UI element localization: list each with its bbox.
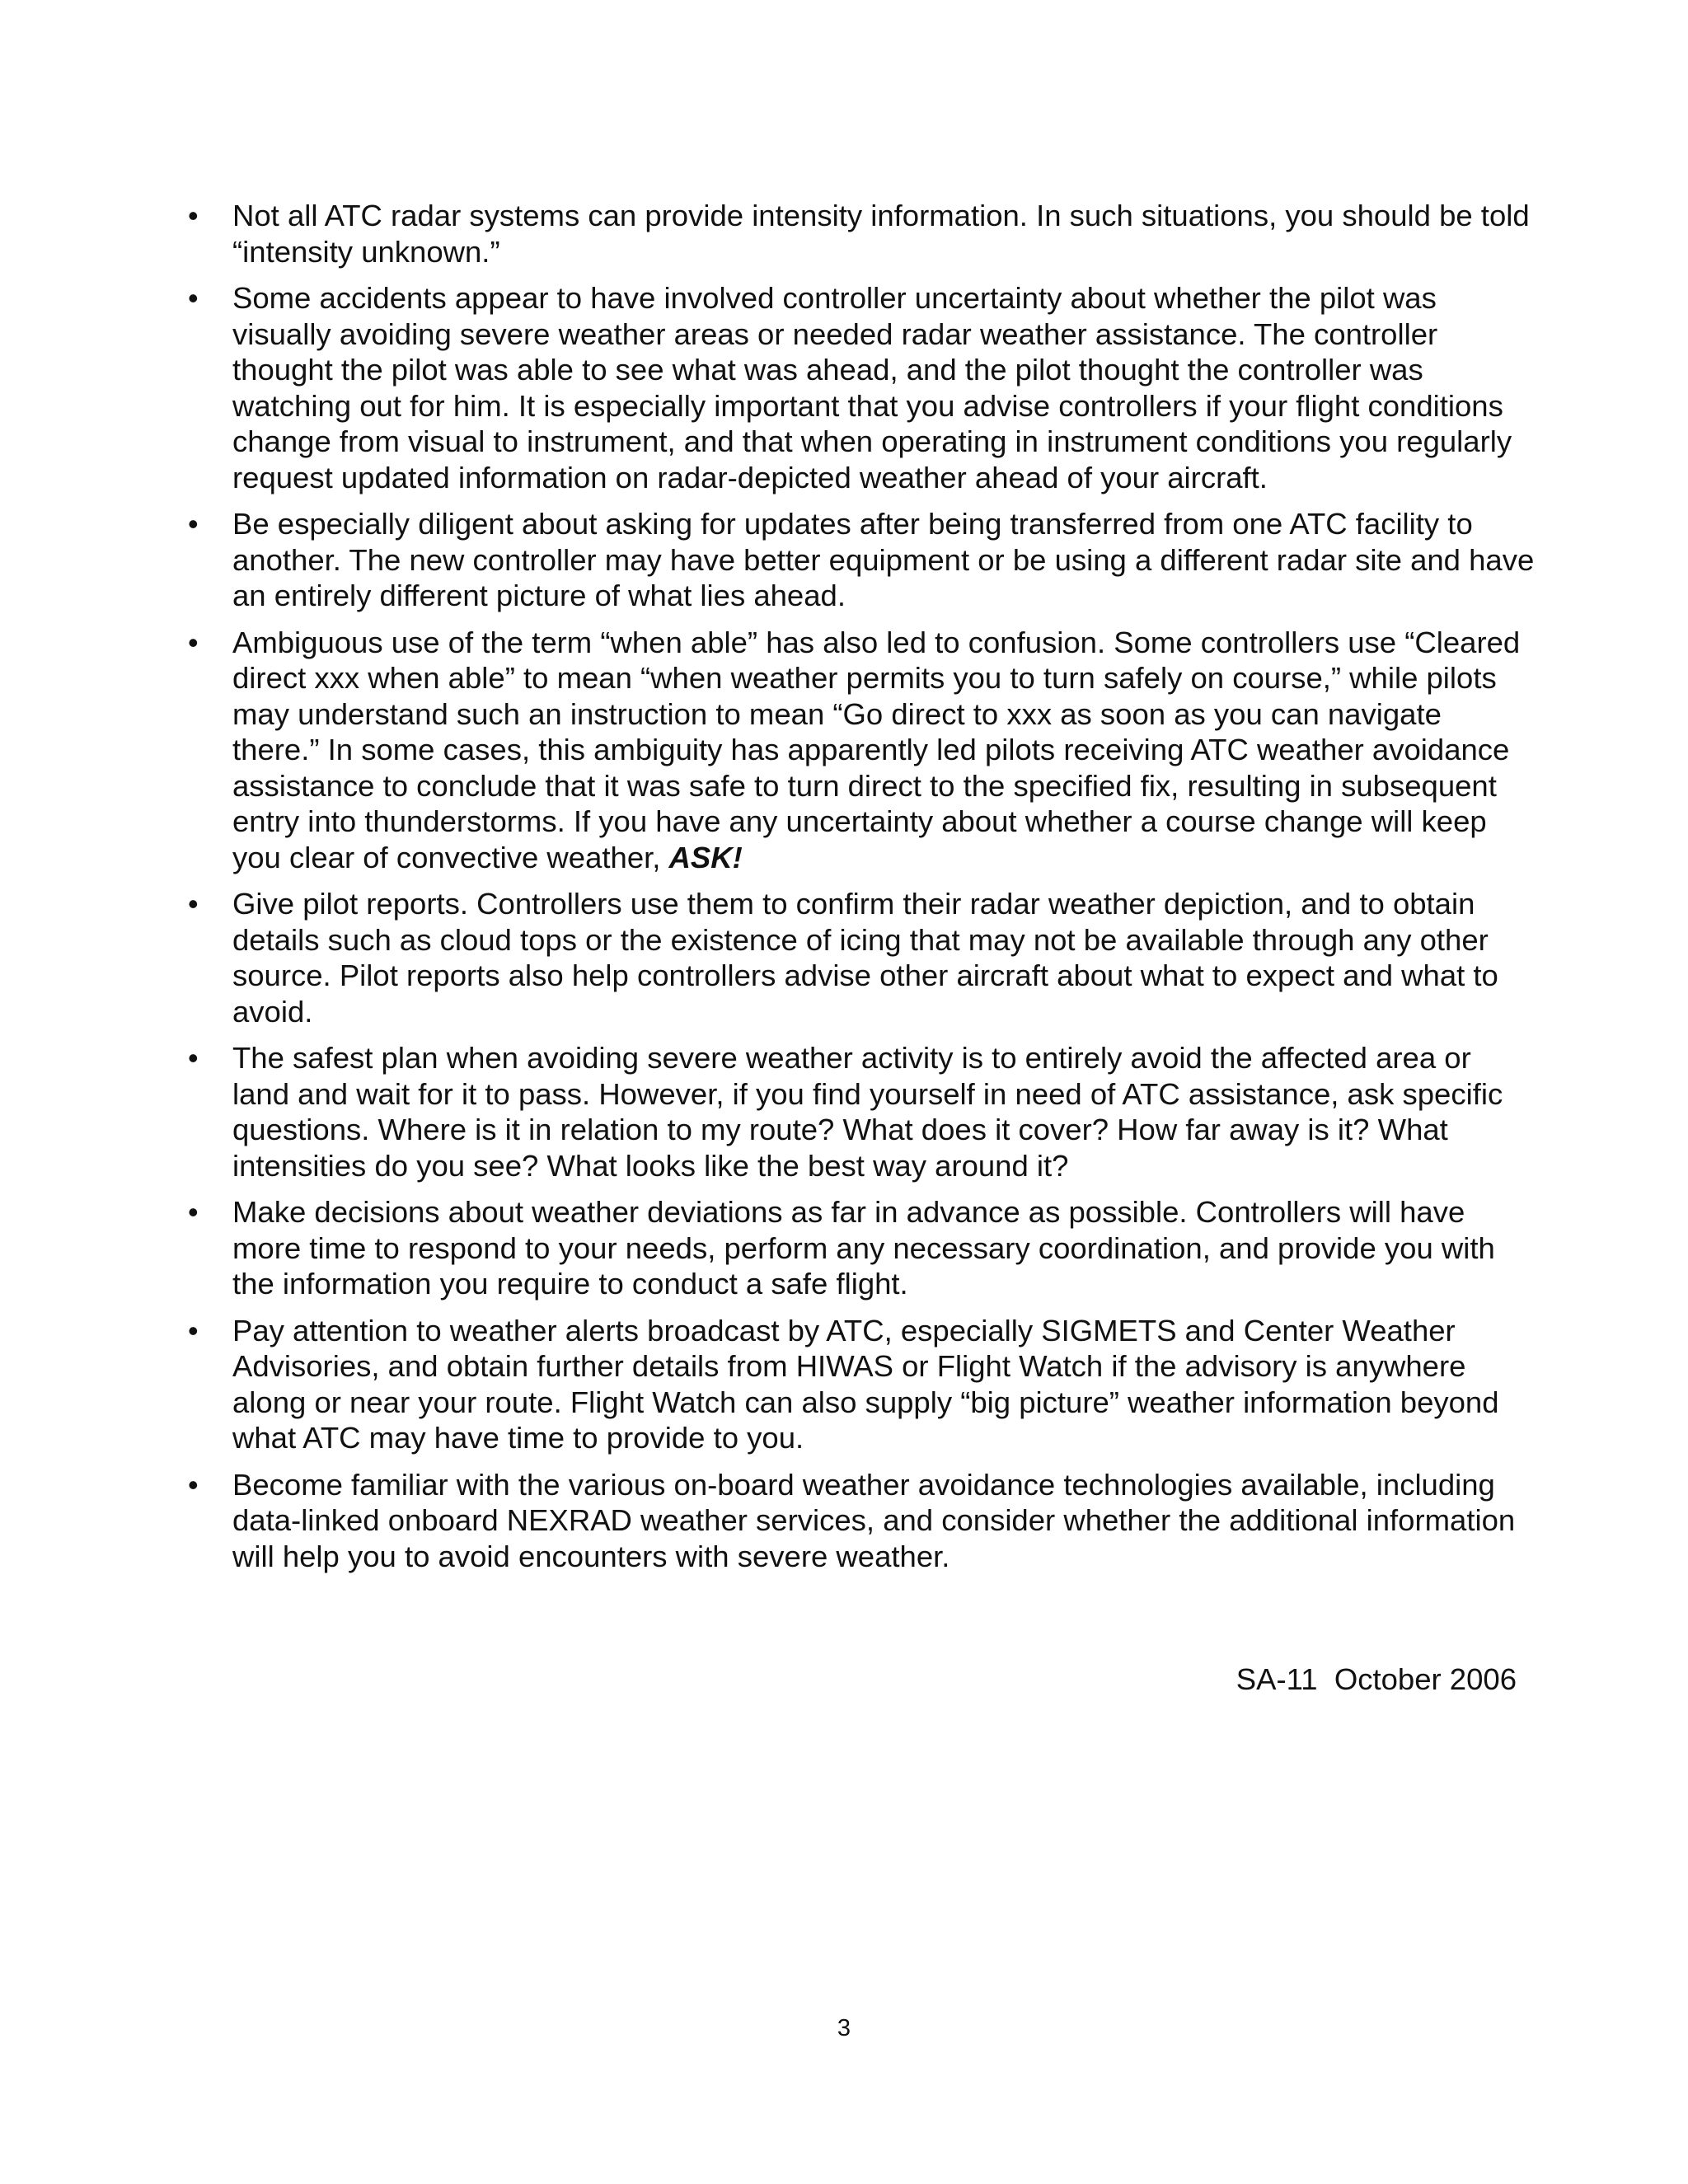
bullet-item: [183, 1040, 1535, 1183]
bullet-symbol: •: [188, 507, 199, 541]
bullet-symbol: •: [188, 281, 199, 315]
bullet-text: Not all ATC radar systems can provide intensity information. In such situations, you should be told “intensity unknown.”: [232, 199, 1530, 269]
bullet-item: [183, 198, 1535, 269]
bullet-item: [183, 1194, 1535, 1302]
bullet-text: Pay attention to weather alerts broadcast by ATC, especially SIGMETS and Center Weather Advisories, and obtain further details from HIWAS or Flight Watch if the advisory is anywhere along or near your route. Flight Watch can also supply “big picture” weather information beyond what ATC may have time to provide to you.: [232, 1313, 1499, 1455]
bullet-symbol: •: [188, 199, 199, 232]
bullet-list: [183, 198, 1535, 1585]
bullet-symbol: •: [188, 625, 199, 659]
page-number: 3: [837, 2015, 851, 2041]
bullet-symbol: •: [188, 1313, 199, 1347]
bullet-symbol: •: [188, 1195, 199, 1229]
bullet-symbol: •: [188, 887, 199, 921]
bullet-text: Give pilot reports. Controllers use them to confirm their radar weather depiction, and to obtain details such as cloud tops or the existence of icing that may not be available through any other source. Pilot reports also help controllers advise other aircraft about what to expect and what to avoid.: [232, 887, 1498, 1029]
ask-emphasis: ASK!: [668, 840, 743, 874]
bullet-text: Be especially diligent about asking for updates after being transferred from one ATC facility to another. The new controller may have better equipment or be using a different radar site and have an entirely different picture of what lies ahead.: [232, 507, 1535, 612]
bullet-text: Some accidents appear to have involved controller uncertainty about whether the pilot was visually avoiding severe weather areas or needed radar weather assistance. The controller thought the pilot was able to see what was ahead, and the pilot thought the controller was watching out for him. It is especially important that you advise controllers if your flight conditions change from visual to instrument, and that when operating in instrument conditions you regularly request updated information on radar-depicted weather ahead of your aircraft.: [232, 281, 1512, 494]
bullet-text: Make decisions about weather deviations as far in advance as possible. Controllers will have more time to respond to your needs, perform any necessary coordination, and provide you with the information you require to conduct a safe flight.: [232, 1195, 1495, 1301]
bullet-text: The safest plan when avoiding severe weather activity is to entirely avoid the affected area or land and wait for it to pass. However, if you find yourself in need of ATC assistance, ask specific questions. Where is it in relation to my route? What does it cover? How far away is it? What intensities do you see? What looks like the best way around it?: [232, 1041, 1503, 1183]
document-reference: SA-11 October 2006: [1236, 1662, 1517, 1696]
bullet-item: [183, 506, 1535, 614]
bullet-item: [183, 280, 1535, 495]
bullet-text: Ambiguous use of the term “when able” has also led to confusion. Some controllers use “Cleared direct xxx when able” to mean “when weather permits you to turn safely on course,” while pilots may understand such an instruction to mean “Go direct to xxx as soon as you can navigate there.” In some cases, this ambiguity has apparently led pilots receiving ATC weather avoidance assistance to conclude that it was safe to turn direct to the specified fix, resulting in subsequent entry into thunderstorms. If you have any uncertainty about whether a course change will keep you clear of convective weather,: [232, 625, 1521, 874]
bullet-item: [183, 1467, 1535, 1575]
bullet-item: [183, 625, 1535, 876]
bullet-symbol: •: [188, 1467, 199, 1502]
bullet-item: [183, 1313, 1535, 1456]
bullet-item: [183, 886, 1535, 1029]
bullet-symbol: •: [188, 1041, 199, 1075]
bullet-text: Become familiar with the various on-board weather avoidance technologies available, including data-linked onboard NEXRAD weather services, and consider whether the additional information will help you to avoid encounters with severe weather.: [232, 1467, 1516, 1573]
